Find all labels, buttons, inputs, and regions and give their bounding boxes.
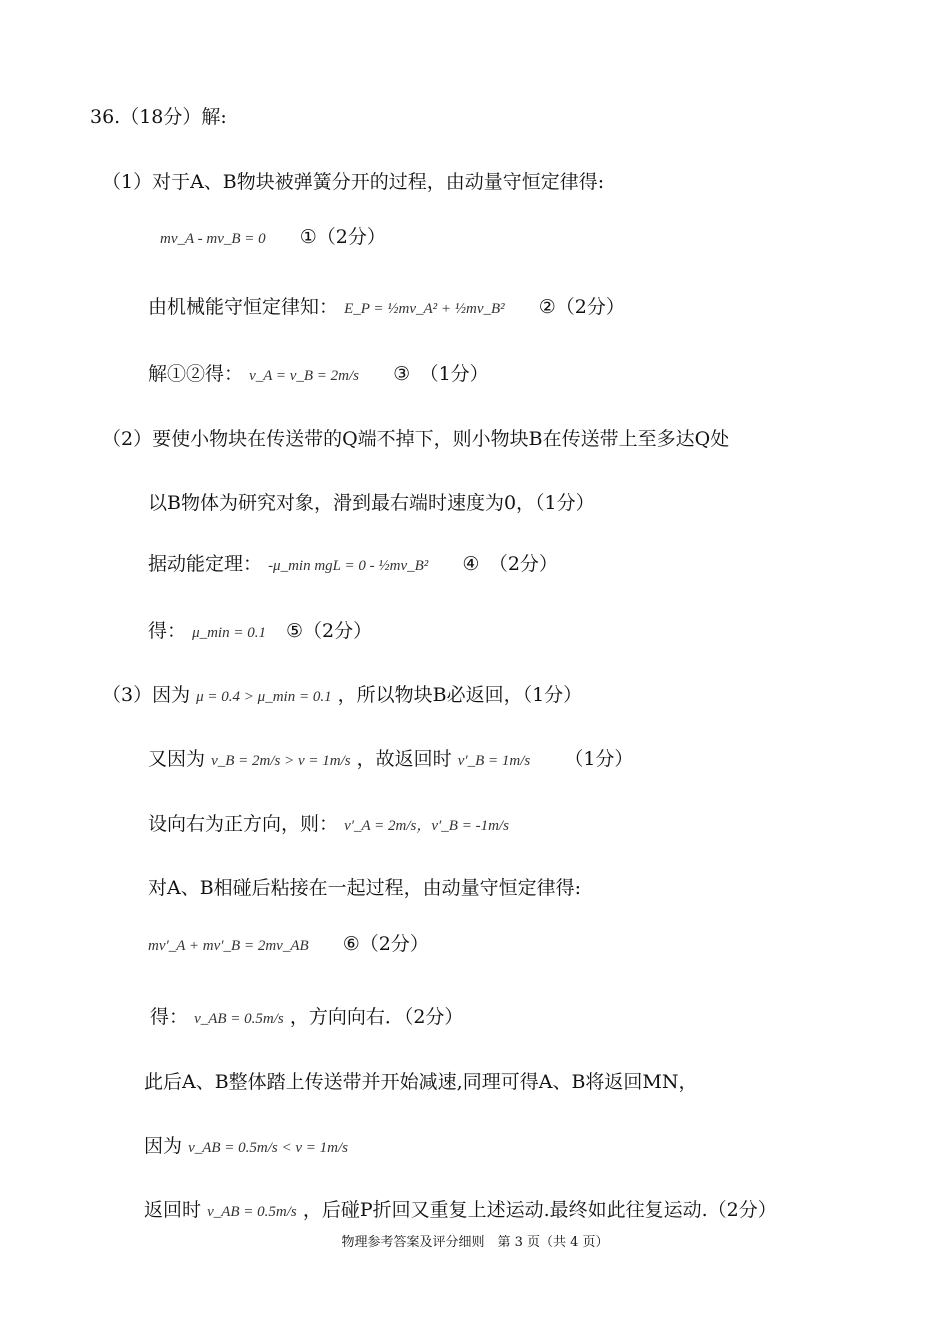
part-3-direction: 设向右为正方向，则： v′_A = 2m/s，v′_B = -1m/s	[148, 813, 509, 835]
equation-5: 得： μ_min = 0.1 ⑤（2分）	[148, 620, 373, 642]
formula: mv′_A + mv′_B = 2mv_AB	[148, 938, 309, 954]
part-2-object: 以B物体为研究对象，滑到最右端时速度为0，（1分）	[148, 492, 595, 514]
formula: v_AB = 0.5m/s < v = 1m/s	[188, 1140, 348, 1156]
equation-1: mv_A - mv_B = 0 ①（2分）	[160, 226, 386, 248]
result-vab: 得： v_AB = 0.5m/s ，方向向右．（2分）	[150, 1006, 464, 1028]
part-3-final: 返回时 v_AB = 0.5m/s ，后碰P折回又重复上述运动.最终如此往复运动.（2分）	[144, 1199, 777, 1221]
formula: v′_B = 1m/s	[457, 753, 531, 769]
formula: v_A = v_B = 2m/s	[249, 368, 360, 384]
formula: μ = 0.4 > μ_min = 0.1	[196, 689, 332, 705]
formula: mv_A - mv_B = 0	[160, 231, 266, 247]
part-1-intro: （1）对于A、B物块被弹簧分开的过程，由动量守恒定律得:	[102, 171, 605, 193]
part-2-intro: （2）要使小物块在传送带的Q端不掉下，则小物块B在传送带上至多达Q处	[102, 428, 730, 450]
equation-2: 由机械能守恒定律知： E_P = ½mv_A² + ½mv_B² ②（2分）	[148, 296, 625, 318]
part-3-because: 因为 v_AB = 0.5m/s < v = 1m/s	[144, 1135, 348, 1157]
formula: -μ_min mgL = 0 - ½mv_B²	[268, 558, 429, 574]
equation-6: mv′_A + mv′_B = 2mv_AB ⑥（2分）	[148, 933, 429, 955]
page-footer: 物理参考答案及评分细则 第 3 页（共 4 页）	[341, 1235, 609, 1250]
formula: v_B = 2m/s > v = 1m/s	[211, 753, 351, 769]
part-3-collision: 对A、B相碰后粘接在一起过程，由动量守恒定律得:	[148, 877, 582, 899]
part-3-speed: 又因为 v_B = 2m/s > v = 1m/s ，故返回时 v′_B = 1m/s （1分）	[148, 748, 634, 770]
formula: v_AB = 0.5m/s	[194, 1011, 284, 1027]
formula: v_AB = 0.5m/s	[207, 1204, 297, 1220]
question-header: 36.（18分）解:	[90, 106, 227, 128]
formula: v′_A = 2m/s，v′_B = -1m/s	[344, 818, 509, 834]
equation-3: 解①②得： v_A = v_B = 2m/s ③ （1分）	[148, 363, 489, 385]
formula: μ_min = 0.1	[192, 625, 266, 641]
part-3-after: 此后A、B整体踏上传送带并开始减速,同理可得A、B将返回MN，	[144, 1071, 698, 1093]
part-3-intro: （3）因为 μ = 0.4 > μ_min = 0.1 ，所以物块B必返回，（1分）	[102, 684, 583, 706]
equation-4: 据动能定理： -μ_min mgL = 0 - ½mv_B² ④ （2分）	[148, 553, 558, 575]
formula: E_P = ½mv_A² + ½mv_B²	[344, 301, 505, 317]
